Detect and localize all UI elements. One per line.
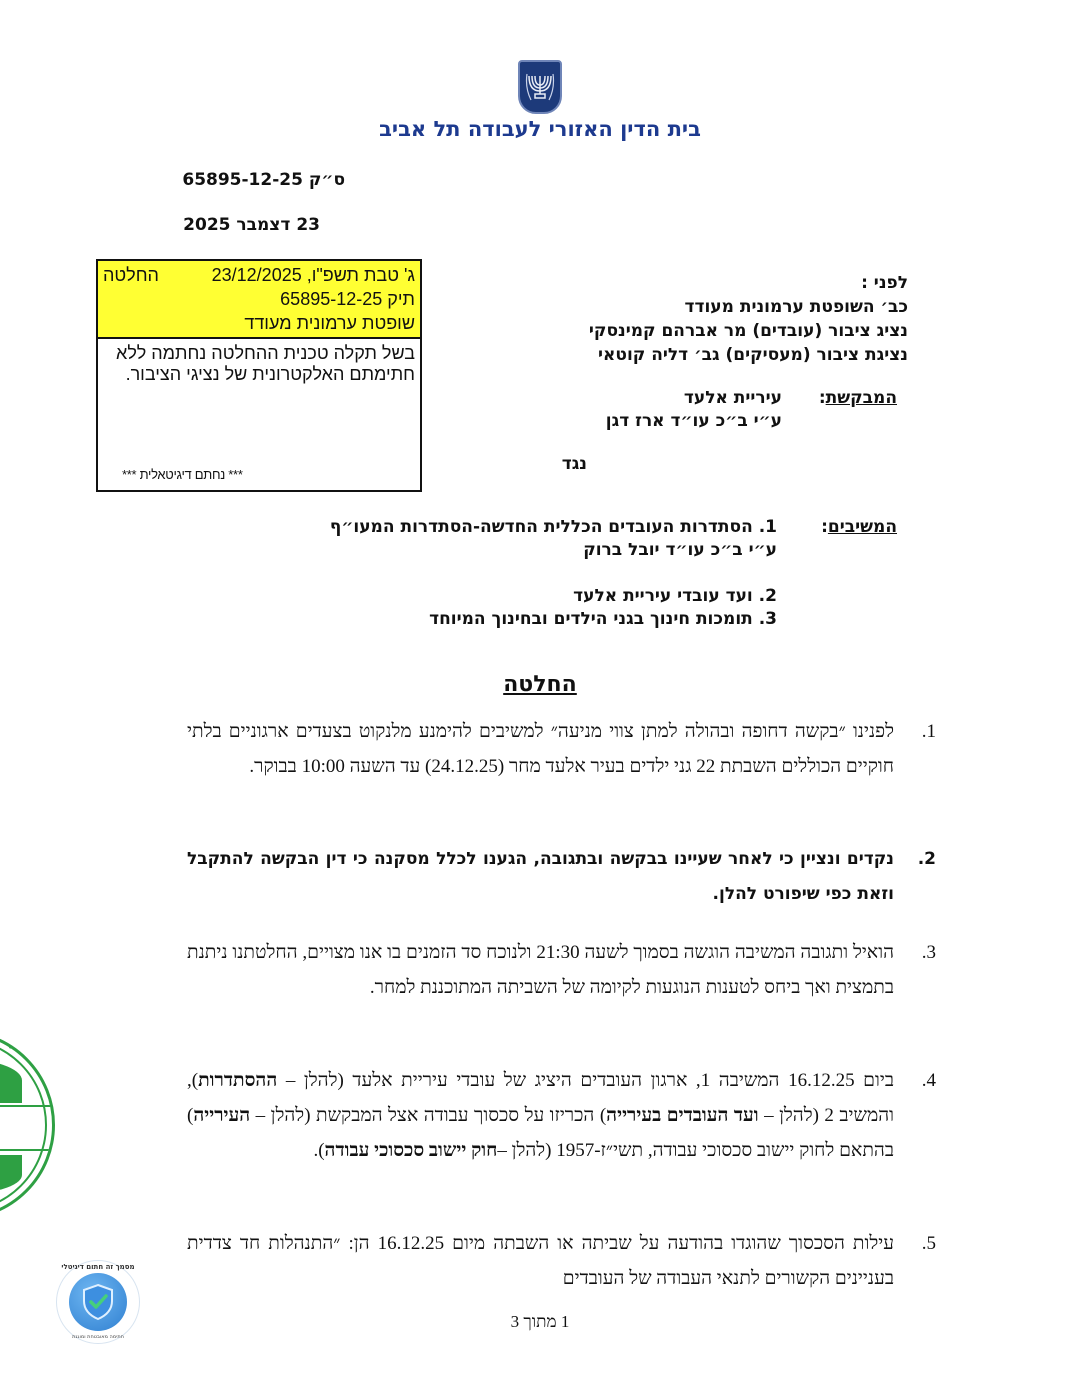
respondent-1-counsel: ע״י ב״כ עו״ד יובל ברוק (583, 540, 777, 560)
bench-label: לפני : (861, 273, 908, 293)
applicant-name: עיריית אלעד (683, 388, 782, 408)
decision-title: החלטה (503, 672, 577, 697)
defined-term: העירייה (193, 1105, 251, 1126)
defined-term: חוק יישוב סכסוכי עבודה (324, 1140, 498, 1161)
signature-doc-type: החלטה (103, 265, 159, 285)
respondent-1-name: 1. הסתדרות העובדים הכללית החדשה-הסתדרות המעו״ף (329, 517, 777, 537)
decision-paragraph-4: 4. ביום 16.12.25 המשיבה 1, ארגון העובדים היציג של עובדי עיריית אלעד (להלן – ההסתדרות), והמשיב 2 (להלן – ועד העובדים בעירייה) הכריזו על סכסוך עבודה אצל המבקשת (להלן – העירייה) בהתאם לחוק יישוב סכסוכי עבודה, תשי״ז-1957 (להלן –חוק יישוב סכסוכי עבודה). (187, 1063, 894, 1168)
respondent-3-name: 3. תומכות חינוך בגני הילדים ובחינוך המיוחד (429, 609, 777, 629)
green-stamp-icon: אזור (0, 1030, 55, 1220)
document-date: 23 דצמבר 2025 (183, 215, 320, 235)
paragraph-number: 4. (921, 1070, 936, 1091)
paragraph-number: 3. (921, 942, 936, 963)
shield-check-icon (81, 1283, 115, 1321)
applicant-counsel: ע״י ב״כ עו״ד ארז דגן (605, 411, 782, 431)
defined-term: ההסתדרות (198, 1070, 278, 1091)
versus-label: נגד (561, 454, 587, 474)
digital-signature-seal-icon: מסמך זה חתום דיגיטלי חתימה מאובטחת ומוגנת (56, 1260, 140, 1344)
bench-member: נציג ציבור (עובדים) מר אברהם קמינסקי (588, 321, 908, 341)
paragraph-number: 2. (917, 849, 936, 869)
signature-judge: שופטת ערמונית מעודד (244, 313, 415, 333)
bench-block (589, 271, 908, 367)
bench-member: נציגת ציבור (מעסיקים) גב׳ דליה קוטאי (598, 345, 908, 365)
signature-file-number: תיק 65895-12-25 (280, 289, 415, 309)
decision-paragraph-3: 3. הואיל ותגובה המשיבה הוגשה בסמוך לשעה 21:30 ולנוכח סד הזמנים בו אנו מצויים, החלטתנו ניתנת בתמצית ואך ביחס לטענות הנוגעות לקיומה של השביתה המתוכננת למחר. (187, 935, 894, 1005)
page-indicator: 1 מתוך 3 (510, 1312, 570, 1331)
paragraph-number: 5. (921, 1233, 936, 1254)
court-name: בית הדין האזורי לעבודה תל אביב (379, 117, 701, 141)
decision-paragraph-2: 2. נקדים ונציין כי לאחר שעיינו בבקשה ובתגובה, הגענו לכלל מסקנה כי דין הבקשה להתקבל וזאת כפי שיפורט להלן. (187, 842, 894, 912)
decision-paragraph-1: 1. לפנינו ״בקשה דחופה ובהולה למתן צווי מניעה״ למשיבים להימנע מלנקוט בצעדים ארגוניים בלתי חוקיים הכוללים השבתת 22 גני ילדים בעיר אלעד מחר (24.12.25) עד השעה 10:00 בבוקר. (187, 714, 894, 784)
case-number: ס״ק 65895-12-25 (182, 170, 345, 190)
respondent-2-name: 2. ועד עובדי עיריית אלעד (573, 586, 777, 606)
signature-box (96, 259, 422, 492)
signature-box-header (98, 261, 420, 339)
paragraph-number: 1. (921, 721, 936, 742)
signature-notice: בשל תקלה טכנית ההחלטה נחתמה ללא חתימתם האלקטרונית של נציגי הציבור. (116, 343, 415, 384)
signature-date: ג' טבת תשפ"ו, 23/12/2025 (211, 265, 415, 285)
decision-paragraph-5: 5. עילות הסכסוך שהוגדו בהודעה על שביתה או השבתה מיום 16.12.25 הן: ״התנהלות חד צדדית בעניינים הקשורים לתנאי העבודה של העובדים (187, 1226, 894, 1296)
applicant-label: המבקשת: (818, 388, 897, 408)
defined-term: ועד העובדים בעירייה (606, 1105, 759, 1126)
bench-member: כב׳ השופטת ערמונית מעודד (684, 297, 908, 317)
digitally-signed-label: *** נחתם דיגיטאלית *** (122, 467, 243, 482)
respondents-label: המשיבים: (821, 517, 897, 537)
state-emblem-icon (518, 60, 562, 114)
